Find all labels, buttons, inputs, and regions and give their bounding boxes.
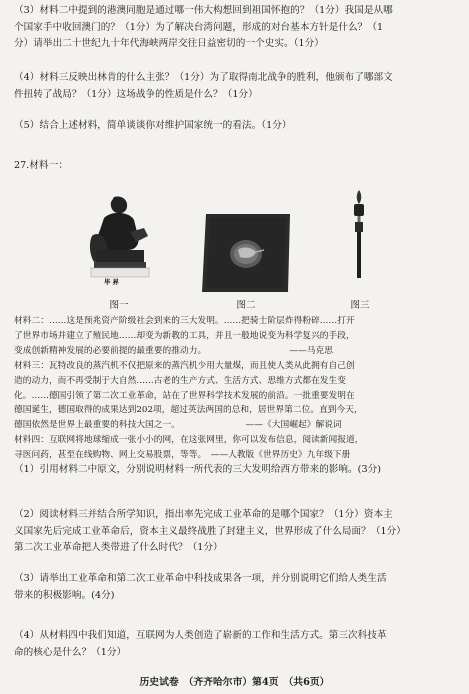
figure2-compass-image (198, 210, 294, 294)
material-line: 了世界市场并建立了殖民地……却变为新教的工具，并且一般地说变为科学复兴的手段， (14, 330, 355, 341)
material-line: 德国依然是世界上最重要的科技大国之一。 ——《大国崛起》解说词 (14, 420, 342, 431)
text-line: （1）引用材料二中原文，分别说明材料一所代表的三大发明给西方带来的影响。(3分) (14, 464, 382, 475)
q27-part4 (14, 628, 458, 661)
material-line: 材料四：互联网将地球缩成一张小小的网，在这张网里，你可以发布信息，阅读新闻报道， (14, 435, 364, 446)
question-heading: 27.材料一： (14, 160, 68, 171)
q27-part1 (14, 462, 458, 479)
text-line: 命的核心是什么？（1分） (14, 646, 127, 658)
figure1-statue-image (86, 192, 150, 278)
q26-part3 (14, 3, 458, 53)
material-line: 材料三：瓦特改良的蒸汽机不仅把原来的蒸汽机少用大量煤，而且使人类从此拥有自己创 (14, 360, 355, 371)
figure3-caption: 图三 (350, 300, 370, 311)
q27-part2 (14, 507, 458, 557)
text-line: （3）材料二中提到的港澳同胞是通过哪一伟大构想回到祖国怀抱的？（1分）我国是从哪 (14, 5, 393, 16)
q27-part3 (14, 571, 458, 604)
figure2-caption: 图二 (236, 300, 256, 311)
material-line: 变成创新精神发展的必要前提的最重要的推动力。 ——马克思 (14, 345, 333, 356)
q26-part4 (14, 70, 458, 103)
material-line: 化。……德国引领了第二次工业革命，站在了世界科学技术发展的前沿。一批重要发明在 (14, 390, 355, 401)
text-line: （3）请举出工业革命和第二次工业革命中科技成果各一项，并分别说明它们给人类生活 (14, 573, 387, 584)
text-line: （4）材料三反映出林肯的什么主张？（1分）为了取得南北战争的胜利，他颁布了哪部文 (14, 72, 393, 83)
material-line: 材料二：……这是预兆资产阶级社会到来的三大发明。……把骑士阶层炸得粉碎……打开 (14, 316, 355, 326)
material-line: 寻医问药，甚至在线购物、网上交易股票，等等。 ——人教版《世界历史》九年级下册 (14, 450, 351, 461)
material-line: 造的动力，而不再受制于大自然……古老的生产方式、生活方式、思维方式都在发生变 (14, 375, 347, 386)
figure1-inscription: 毕昇 (104, 278, 121, 286)
material-line: 德国诞生，德国取得的成果达到202项，超过英法两国的总和，居世界第二位。直到今天， (14, 405, 363, 416)
text-line: 带来的积极影响。(4分) (14, 589, 115, 601)
text-line: 分）请举出二十世纪九十年代海峡两岸交往日益密切的一个史实。（1分） (14, 38, 324, 49)
q27-materials (14, 314, 458, 463)
text-line: （2）阅读材料三并结合所学知识，指出率先完成工业革命的是哪个国家？（1分）资本主 (14, 509, 393, 520)
figure1-caption: 图一 (109, 300, 129, 311)
text-line: 件扭转了战局？（1分）这场战争的性质是什么？（1分） (14, 88, 258, 100)
text-line: 义国家先后完成工业革命后，资本主义最终战胜了封建主义，世界形成了什么局面？（1分） (14, 525, 406, 537)
q27-heading (14, 158, 458, 175)
text-line: 第二次工业革命把人类带进了什么时代？（1分） (14, 542, 223, 553)
q26-part5 (14, 118, 458, 135)
text-line: （5）结合上述材料，简单谈谈你对维护国家统一的看法。（1分） (14, 120, 292, 131)
figure3-firelance-image (348, 188, 370, 280)
text-line: 个国家手中收回澳门的？（1分）为了解决台湾问题，形成的对台基本方针是什么？（1 (14, 21, 384, 33)
text-line: （4）从材料四中我们知道，互联网为人类创造了崭新的工作和生活方式。第三次科技革 (14, 630, 387, 641)
page-footer: 历史试卷 （齐齐哈尔市）第4页 （共6页） (139, 677, 330, 688)
